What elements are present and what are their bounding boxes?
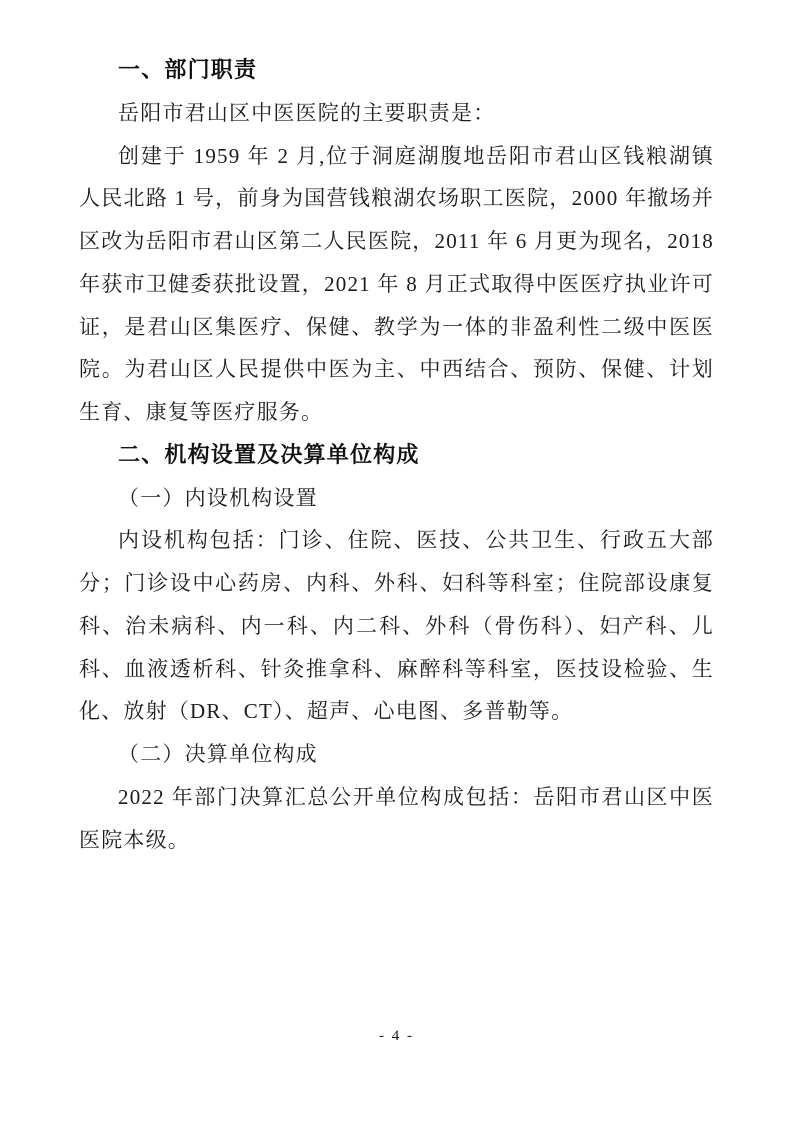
- subheading-final-accounts-units: （二）决算单位构成: [118, 742, 318, 766]
- paragraph-duties-intro: 岳阳市君山区中医医院的主要职责是：: [118, 100, 496, 125]
- page-number: - 4 -: [379, 1028, 414, 1044]
- paragraph-hospital-history: 创建于 1959 年 2 月,位于洞庭湖腹地岳阳市君山区钱粮湖镇人民北路 1 号，前身为国营钱粮湖农场职工医院，2000 年撤场并区改为岳阳市君山区第二人民医院，2011 年 6 月更为现名，2018 年获市卫健委获批设置，2021 年 8 月正式取得中医医疗执业许可证，是君山区集医疗、保健、教学为一体的非盈利性二级中医医院。为君山区人民提供中医为主、中西结合、预防、保健、计划生育、康复等医疗服务。: [79, 143, 714, 424]
- paragraph-internal-departments: 内设机构包括：门诊、住院、医技、公共卫生、行政五大部分；门诊设中心药房、内科、外科、妇科等科室；住院部设康复科、治未病科、内一科、内二科、外科（骨伤科）、妇产科、儿科、血液透析科、针灸推拿科、麻醉科等科室，医技设检验、生化、放射（DR、CT）、超声、心电图、多普勒等。: [79, 528, 714, 724]
- paragraph-final-accounts-composition: 2022 年部门决算汇总公开单位构成包括：岳阳市君山区中医医院本级。: [79, 784, 714, 852]
- subheading-internal-org: （一）内设机构设置: [118, 485, 318, 510]
- section-heading-org-structure: 二、机构设置及决算单位构成: [118, 441, 420, 467]
- section-heading-department-duties: 一、部门职责: [118, 57, 258, 82]
